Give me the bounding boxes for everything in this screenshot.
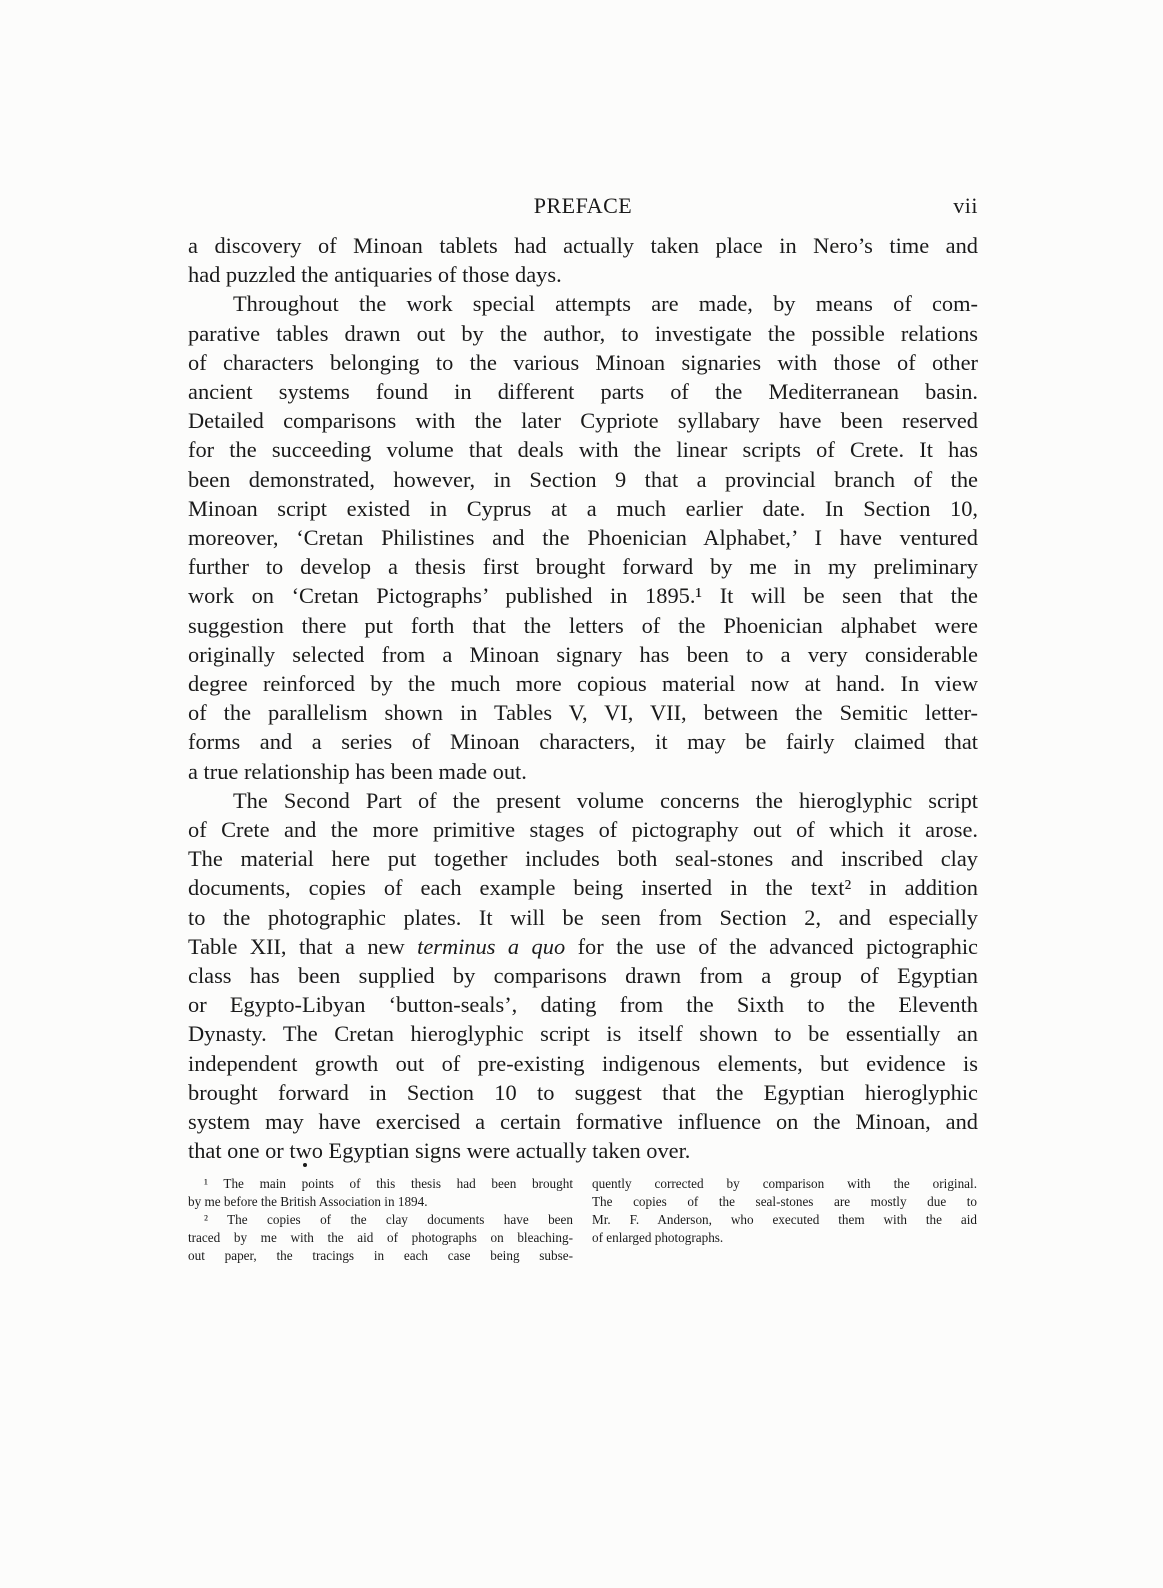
text-line: originally selected from a Minoan signary has been to a very considerable bbox=[188, 641, 978, 667]
footnote-line: quently corrected by comparison with the original. bbox=[592, 1176, 977, 1191]
footnote-line: Mr. F. Anderson, who executed them with the aid bbox=[592, 1212, 977, 1227]
text-segment: Table XII, that a new bbox=[188, 933, 418, 959]
footnote-line: traced by me with the aid of photographs on bleaching- bbox=[188, 1230, 573, 1245]
text-line: work on ‘Cretan Pictographs’ published in 1895.¹ It will be seen that the bbox=[188, 583, 978, 609]
text-line: had puzzled the antiquaries of those days. bbox=[188, 262, 562, 288]
footnote-line: ² The copies of the clay documents have been bbox=[204, 1212, 573, 1227]
text-line: forms and a series of Minoan characters, it may be fairly claimed that bbox=[188, 729, 978, 755]
text-line: Detailed comparisons with the later Cypriote syllabary have been reserved bbox=[188, 408, 978, 434]
page-title: PREFACE bbox=[533, 193, 633, 218]
body-text bbox=[188, 231, 978, 1166]
text-line-table-xii bbox=[188, 932, 978, 961]
text-line: that one or two Egyptian signs were actually taken over. bbox=[188, 1138, 691, 1164]
text-line: suggestion there put forth that the letters of the Phoenician alphabet were bbox=[188, 612, 978, 638]
italic-term: terminus a quo bbox=[417, 933, 566, 959]
text-line: a discovery of Minoan tablets had actually taken place in Nero’s time and bbox=[188, 233, 978, 258]
text-line: a true relationship has been made out. bbox=[188, 758, 527, 784]
text-line: to the photographic plates. It will be seen from Section 2, and especially bbox=[188, 904, 978, 930]
text-line: degree reinforced by the much more copious material now at hand. In view bbox=[188, 671, 978, 697]
text-line: or Egypto-Libyan ‘button-seals’, dating from the Sixth to the Eleventh bbox=[188, 992, 978, 1018]
page-number: vii bbox=[953, 193, 978, 218]
footnotes-left-column bbox=[188, 1175, 573, 1265]
footnote-line: of enlarged photographs. bbox=[592, 1230, 724, 1245]
print-speck bbox=[303, 1163, 307, 1167]
text-line: class has been supplied by comparisons drawn from a group of Egyptian bbox=[188, 963, 978, 989]
footnote-line: out paper, the tracings in each case being subse- bbox=[188, 1248, 573, 1263]
footnotes-right-column bbox=[592, 1175, 977, 1247]
text-line: for the succeeding volume that deals with the linear scripts of Crete. It has bbox=[188, 437, 978, 463]
text-line: The material here put together includes both seal-stones and inscribed clay bbox=[188, 846, 978, 872]
text-line: been demonstrated, however, in Section 9 that a provincial branch of the bbox=[188, 466, 978, 492]
text-line: of characters belonging to the various Minoan signaries with those of other bbox=[188, 349, 978, 375]
text-line: ancient systems found in different parts of the Mediterranean basin. bbox=[188, 379, 978, 405]
text-line: brought forward in Section 10 to suggest that the Egyptian hieroglyphic bbox=[188, 1079, 978, 1105]
footnote-line: by me before the British Association in 1894. bbox=[188, 1194, 428, 1209]
text-line: documents, copies of each example being inserted in the text² in addition bbox=[188, 875, 978, 901]
text-line: independent growth out of pre-existing indigenous elements, but evidence is bbox=[188, 1050, 978, 1076]
text-line: system may have exercised a certain formative influence on the Minoan, and bbox=[188, 1109, 978, 1135]
text-line: Dynasty. The Cretan hieroglyphic script is itself shown to be essentially an bbox=[188, 1021, 978, 1047]
text-line: further to develop a thesis first brought forward by me in my preliminary bbox=[188, 554, 978, 580]
text-segment: for the use of the advanced pictographic bbox=[565, 933, 978, 959]
text-line: of Crete and the more primitive stages of pictography out of which it arose. bbox=[188, 817, 978, 843]
text-line: Minoan script existed in Cyprus at a much earlier date. In Section 10, bbox=[188, 495, 978, 521]
text-line: of the parallelism shown in Tables V, VI, VII, between the Semitic letter- bbox=[188, 700, 978, 726]
running-header bbox=[188, 193, 978, 223]
text-line: The Second Part of the present volume concerns the hieroglyphic script bbox=[233, 787, 978, 813]
footnote-line: ¹ The main points of this thesis had been brought bbox=[204, 1176, 573, 1191]
text-line: moreover, ‘Cretan Philistines and the Phoenician Alphabet,’ I have ventured bbox=[188, 525, 978, 551]
text-line: Throughout the work special attempts are made, by means of com- bbox=[233, 291, 978, 317]
text-line: parative tables drawn out by the author, to investigate the possible relations bbox=[188, 320, 978, 346]
footnote-line: The copies of the seal-stones are mostly due to bbox=[592, 1194, 977, 1209]
